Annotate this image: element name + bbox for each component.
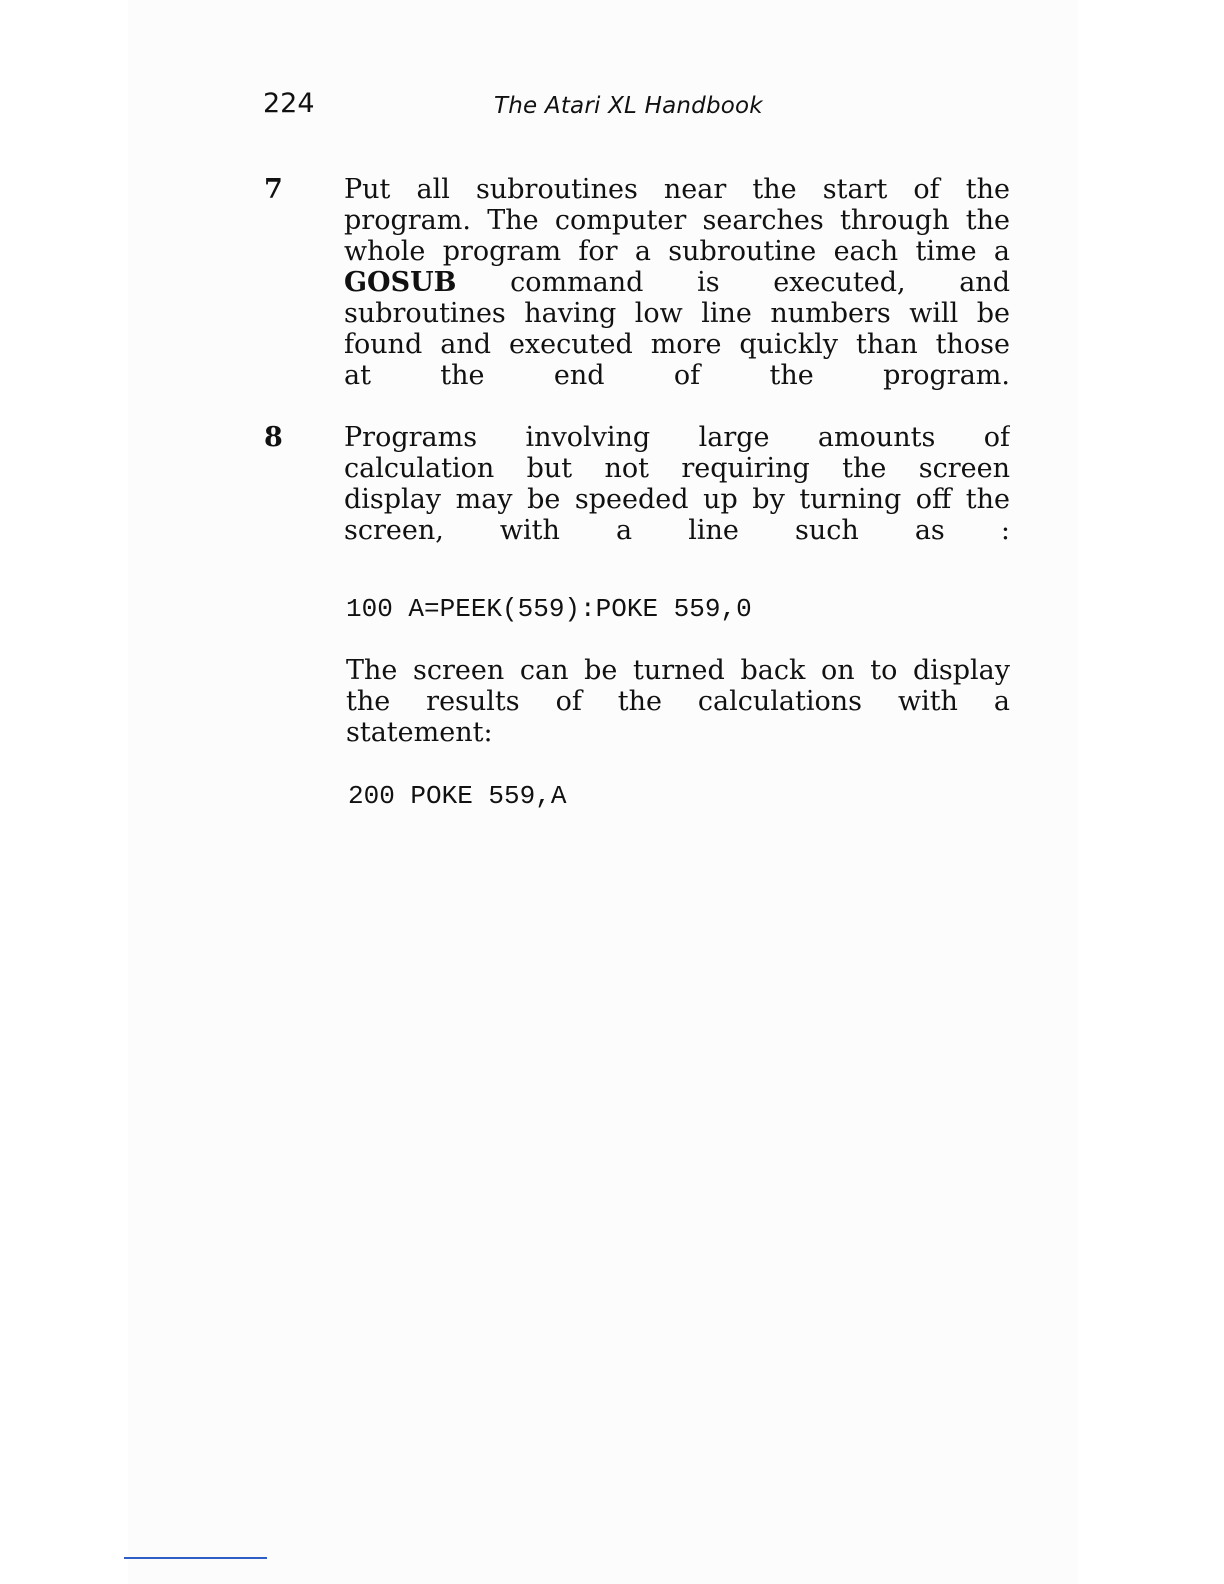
text-line: program. The computer searches through the xyxy=(344,205,1010,236)
item-text-followup xyxy=(346,655,1010,748)
text-line: Put all subroutines near the start of the xyxy=(344,174,1010,205)
text-line-with-keyword xyxy=(344,267,1010,298)
text-line: subroutines having low line numbers will be xyxy=(344,298,1010,329)
page-number: 224 xyxy=(263,88,315,119)
running-title: The Atari XL Handbook xyxy=(494,93,763,119)
text-line: calculation but not requiring the screen xyxy=(344,453,1010,484)
footer-rule xyxy=(124,1557,267,1559)
item-number: 7 xyxy=(264,174,283,205)
text-line: The screen can be turned back on to display xyxy=(346,655,1010,686)
item-number: 8 xyxy=(264,422,283,453)
text-line: screen, with a line such as : xyxy=(344,515,1010,546)
text-line: Programs involving large amounts of xyxy=(344,422,1010,453)
text-line-rest: command is executed, and xyxy=(510,267,1010,298)
text-line: at the end of the program. xyxy=(344,360,1010,391)
item-text xyxy=(344,174,1010,391)
text-line: the results of the calculations with a xyxy=(346,686,1010,717)
text-line: found and executed more quickly than those xyxy=(344,329,1010,360)
text-line: display may be speeded up by turning off the xyxy=(344,484,1010,515)
keyword-gosub: GOSUB xyxy=(344,267,457,298)
code-line: 100 A=PEEK(559):POKE 559,0 xyxy=(346,594,752,624)
text-line: statement: xyxy=(346,717,493,748)
text-line: whole program for a subroutine each time a xyxy=(344,236,1010,267)
code-line: 200 POKE 559,A xyxy=(348,781,567,811)
item-text xyxy=(344,422,1010,546)
